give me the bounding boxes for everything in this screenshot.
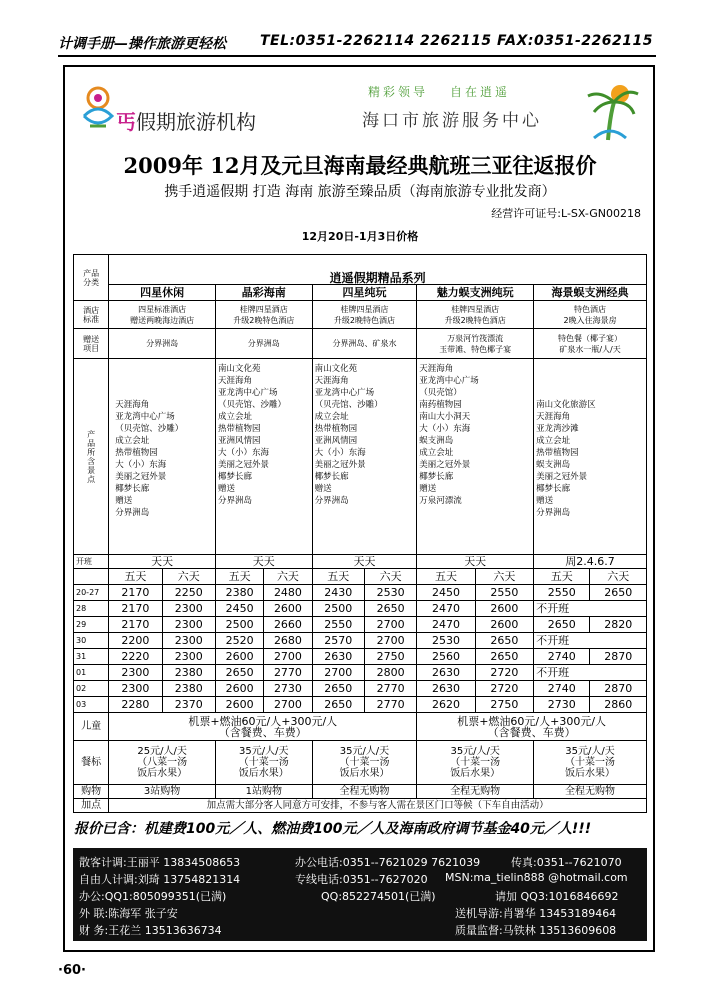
slogan <box>368 83 532 100</box>
schedule-cell: 天天 <box>109 555 216 569</box>
scenic-spot: 成立会址 <box>217 412 252 422</box>
price-cell: 不开班 <box>534 633 647 649</box>
price-cell: 2630 <box>417 681 475 697</box>
price-cell: 2700 <box>364 633 416 649</box>
price-cell: 2700 <box>264 697 312 713</box>
shop-cell: 全程无购物 <box>417 785 534 799</box>
contact-line: 办公:QQ1:805099351(已满) <box>79 890 227 903</box>
scenic-spot: 分界洲岛 <box>217 496 252 506</box>
price-row <box>74 697 647 713</box>
price-cell: 不开班 <box>534 665 647 681</box>
price-cell: 2770 <box>364 681 416 697</box>
price-cell: 2650 <box>312 681 364 697</box>
header-contact: TEL:0351-2262114 2262115 FAX:0351-2262115 <box>260 33 653 49</box>
price-date: 31 <box>74 649 109 665</box>
scenic-spot: （贝壳馆、沙雕） <box>314 400 383 410</box>
page-title: 2009年 12月及元旦海南最经典航班三亚往返报价 <box>123 153 597 178</box>
page-subtitle: 携手逍遥假期 打造 海南 旅游至臻品质（海南旅游专业批发商） <box>164 184 556 200</box>
price-cell: 2380 <box>215 585 263 601</box>
extra-label: 加点 <box>74 799 109 813</box>
price-cell: 2480 <box>264 585 312 601</box>
gift-cell: 万泉河竹筏漂流 玉带滩、特色椰子宴 <box>417 329 534 359</box>
price-cell: 2550 <box>475 585 533 601</box>
contact-line: 专线电话:0351--7627020 <box>295 873 428 886</box>
hotel-cell: 桂牌四星酒店 升级2晚特色酒店 <box>417 301 534 329</box>
price-cell: 2600 <box>475 601 533 617</box>
price-cell: 2870 <box>590 649 647 665</box>
price-cell: 2250 <box>162 585 215 601</box>
scenic-spot: 南药植物园 <box>419 400 462 410</box>
scenic-spot: 亚龙湾中心广场 <box>217 388 278 398</box>
header-rule <box>58 55 656 57</box>
scenic-spot: 热带植物园 <box>115 447 158 458</box>
slogan-b: 自在逍遥 <box>450 85 511 99</box>
shop-cell: 1站购物 <box>215 785 312 799</box>
shop-label: 购物 <box>74 785 109 799</box>
price-cell: 2720 <box>475 665 533 681</box>
price-col-header: 五天 <box>534 569 590 585</box>
header-left: 计调手册—操作旅游更轻松 <box>58 36 226 52</box>
price-cell: 2700 <box>364 617 416 633</box>
hotel-label: 酒店 标准 <box>74 301 109 329</box>
price-row <box>74 649 647 665</box>
price-col-header: 五天 <box>215 569 263 585</box>
meal-cell: 35元/人/天 （十菜一汤 饭后水果） <box>215 741 312 785</box>
shop-cell: 全程无购物 <box>312 785 417 799</box>
price-cell: 2650 <box>534 617 590 633</box>
price-cell: 2650 <box>215 665 263 681</box>
scenic-spot: 亚龙湾中心广场 <box>314 388 375 398</box>
price-cell: 2520 <box>215 633 263 649</box>
scenic-spot: 亚龙湾中心广场 <box>115 411 175 422</box>
price-date: 28 <box>74 601 109 617</box>
scenic-spot: 美丽之冠外景 <box>419 460 471 470</box>
price-cell: 2740 <box>534 649 590 665</box>
meal-cell: 35元/人/天 （十菜一汤 饭后水果） <box>534 741 647 785</box>
price-col-header: 六天 <box>475 569 533 585</box>
scenic-spot: 天涯海角 <box>115 399 150 410</box>
spots-cell <box>215 359 312 555</box>
contact-line: MSN:ma_tielin888 @hotmail.com <box>445 871 628 884</box>
price-date: 01 <box>74 665 109 681</box>
scenic-spot: 蜈支洲岛 <box>419 436 454 446</box>
price-cell: 2560 <box>417 649 475 665</box>
price-cell: 2300 <box>109 665 162 681</box>
price-cell: 2570 <box>312 633 364 649</box>
price-rows <box>74 585 647 713</box>
scenic-spot: 南山文化旅游区 <box>536 399 596 410</box>
scenic-spot: 成立会址 <box>419 448 454 458</box>
price-cell: 2220 <box>109 649 162 665</box>
scenic-spot: 亚龙湾中心广场 <box>419 376 479 386</box>
price-cell: 2750 <box>475 697 533 713</box>
scenic-spot: 大（小）东海 <box>314 448 366 458</box>
price-cell: 2800 <box>364 665 416 681</box>
price-cell: 2170 <box>109 601 162 617</box>
price-cell: 2650 <box>475 649 533 665</box>
price-cell: 2200 <box>109 633 162 649</box>
contact-line: 质量监督:马铁林 13513609608 <box>455 924 617 937</box>
price-cell: 2820 <box>590 617 647 633</box>
corner-text: 产品 分类 <box>83 268 100 287</box>
price-cell: 2650 <box>475 633 533 649</box>
price-col-header: 五天 <box>109 569 162 585</box>
palm-tree-icon <box>580 80 640 142</box>
price-cell: 2740 <box>534 681 590 697</box>
scenic-spot: 南山大小洞天 <box>419 412 471 422</box>
price-row <box>74 601 647 617</box>
price-date: 02 <box>74 681 109 697</box>
spots-cell <box>417 359 534 555</box>
price-cell: 2600 <box>475 617 533 633</box>
agency-name-main: 假期旅游机构 <box>136 110 256 134</box>
hotel-cell: 桂牌四星酒店 升级2晚特色酒店 <box>312 301 417 329</box>
price-cell: 2700 <box>264 649 312 665</box>
price-date: 29 <box>74 617 109 633</box>
price-cell: 2650 <box>364 601 416 617</box>
scenic-spot: 美丽之冠外景 <box>115 471 167 482</box>
price-cell: 2430 <box>312 585 364 601</box>
scenic-spot: 美丽之冠外景 <box>314 460 366 470</box>
price-cell: 2300 <box>162 633 215 649</box>
price-cell: 2620 <box>417 697 475 713</box>
price-cell: 2720 <box>475 681 533 697</box>
date-range: 12月20日-1月3日价格 <box>301 230 419 243</box>
scenic-spot: 天涯海角 <box>314 376 349 386</box>
scenic-spot: 大（小）东海 <box>217 448 269 458</box>
scenic-spot: 椰梦长廊 <box>536 483 571 494</box>
scenic-spot: 分界洲岛 <box>536 507 571 518</box>
gift-label: 赠送 项目 <box>74 329 109 359</box>
scenic-spot: 赠送 <box>419 484 437 494</box>
scenic-spot: 成立会址 <box>115 435 150 446</box>
price-cell: 2300 <box>162 617 215 633</box>
price-cell: 2600 <box>215 649 263 665</box>
scenic-spot: 椰梦长廊 <box>314 472 349 482</box>
child-price-b: 机票+燃油60元/人+300元/人 （含餐费、车费） <box>417 713 647 741</box>
scenic-spot: 南山文化苑 <box>217 364 261 374</box>
scenic-spot: 赠送 <box>536 495 554 506</box>
scenic-spot: 天涯海角 <box>419 364 454 374</box>
price-date: 20-27 <box>74 585 109 601</box>
scenic-spot: 亚洲风情园 <box>314 436 358 446</box>
price-col-header: 六天 <box>162 569 215 585</box>
price-cell: 2450 <box>417 585 475 601</box>
meal-cell: 25元/人/天 （八菜一汤 饭后水果） <box>109 741 216 785</box>
schedule-cell: 天天 <box>417 555 534 569</box>
price-cell: 2700 <box>312 665 364 681</box>
contact-line: 财 务:王花兰 13513636734 <box>79 924 222 937</box>
price-cell: 2300 <box>162 601 215 617</box>
scenic-spot: 赠送 <box>217 484 235 494</box>
blank-cell <box>74 569 109 585</box>
corner-label <box>74 255 109 301</box>
price-cell: 2860 <box>590 697 647 713</box>
price-row <box>74 585 647 601</box>
scenic-spot: 天涯海角 <box>536 411 571 422</box>
price-cell: 2170 <box>109 617 162 633</box>
scenic-spot: 亚洲风情园 <box>217 436 261 446</box>
scenic-spot: （贝壳馆） <box>419 388 462 398</box>
schedule-cell: 天天 <box>215 555 312 569</box>
price-cell: 2550 <box>534 585 590 601</box>
scenic-spot: 椰梦长廊 <box>217 472 252 482</box>
system-title: 逍遥假期精品系列 <box>109 255 647 285</box>
scenic-spot: 热带植物园 <box>536 447 579 458</box>
price-cell: 2650 <box>590 585 647 601</box>
price-column-header-row <box>74 569 647 585</box>
contact-line: 传真:0351--7621070 <box>511 856 622 869</box>
price-cell: 2470 <box>417 617 475 633</box>
price-cell: 2650 <box>312 697 364 713</box>
page-number: ·60· <box>58 963 86 978</box>
agency-name-prefix: 丐 <box>116 110 136 134</box>
contact-panel <box>73 848 647 941</box>
scenic-spot: 万泉河漂流 <box>419 496 462 506</box>
spots-label: 产 品 所 含 景 点 <box>74 359 109 555</box>
product-header-3: 四星纯玩 <box>312 285 417 301</box>
scenic-spot: 热带植物园 <box>217 424 261 434</box>
price-col-header: 五天 <box>312 569 364 585</box>
gift-cell: 分界洲岛 <box>215 329 312 359</box>
extra-cell: 加点需大部分客人同意方可安排，不参与客人需在景区门口等候（下车自由活动） <box>109 799 647 813</box>
contact-line: 外 联:陈海军 张子安 <box>79 907 178 920</box>
hotel-cell: 四星标准酒店 赠送两晚海边酒店 <box>109 301 216 329</box>
price-cell: 2770 <box>264 665 312 681</box>
schedule-label: 开班 <box>74 555 109 569</box>
price-cell: 2380 <box>162 665 215 681</box>
meal-cell: 35元/人/天 （十菜一汤 饭后水果） <box>312 741 417 785</box>
price-col-header: 六天 <box>590 569 647 585</box>
hotel-cell: 桂牌四星酒店 升级2晚特色酒店 <box>215 301 312 329</box>
shop-cell: 3站购物 <box>109 785 216 799</box>
spots-cell <box>312 359 417 555</box>
price-included-notice: 报价已含：机建费100元／人、燃油费100元／人及海南政府调节基金40元／人!!! <box>74 821 592 837</box>
contact-line: QQ:852274501(已满) <box>321 890 436 903</box>
price-date: 03 <box>74 697 109 713</box>
service-center-name: 海口市旅游服务中心 <box>362 111 542 131</box>
price-cell: 2600 <box>215 681 263 697</box>
price-cell: 2550 <box>312 617 364 633</box>
scenic-spot: 大（小）东海 <box>115 459 167 470</box>
product-header-4: 魅力蜈支洲纯玩 <box>417 285 534 301</box>
scenic-spot: 亚龙湾沙滩 <box>536 423 579 434</box>
price-cell: 2600 <box>215 697 263 713</box>
product-header-5: 海景蜈支洲经典 <box>534 285 647 301</box>
price-cell: 2170 <box>109 585 162 601</box>
meal-cell: 35元/人/天 （十菜一汤 饭后水果） <box>417 741 534 785</box>
page-header <box>58 33 658 55</box>
price-cell: 2770 <box>364 697 416 713</box>
service-center-logo <box>340 80 640 140</box>
price-cell: 2750 <box>364 649 416 665</box>
price-cell: 2450 <box>215 601 263 617</box>
gift-cell: 分界洲岛 <box>109 329 216 359</box>
contact-line: 请加 QQ3:1016846692 <box>495 890 619 903</box>
schedule-cell: 天天 <box>312 555 417 569</box>
schedule-cell: 周2.4.6.7 <box>534 555 647 569</box>
price-date: 30 <box>74 633 109 649</box>
license-number: 经营许可证号:L-SX-GN00218 <box>491 207 641 220</box>
price-cell: 2280 <box>109 697 162 713</box>
scenic-spot: 美丽之冠外景 <box>536 471 588 482</box>
scenic-spot: 天涯海角 <box>217 376 252 386</box>
scenic-spot: （贝壳馆、沙雕） <box>115 423 184 434</box>
contact-line: 办公电话:0351--7621029 7621039 <box>295 856 481 869</box>
scenic-spot: 蜈支洲岛 <box>536 459 571 470</box>
scenic-spot: 成立会址 <box>536 435 571 446</box>
scenic-spot: 椰梦长廊 <box>115 483 150 494</box>
price-cell: 2630 <box>312 649 364 665</box>
child-price-a: 机票+燃油60元/人+300元/人 （含餐费、车费） <box>109 713 417 741</box>
price-col-header: 五天 <box>417 569 475 585</box>
spots-cell <box>534 359 647 555</box>
scenic-spot: 赠送 <box>314 484 332 494</box>
scenic-spot: 椰梦长廊 <box>419 472 454 482</box>
shop-cell: 全程无购物 <box>534 785 647 799</box>
price-cell: 2470 <box>417 601 475 617</box>
contact-line: 送机导游:肖署华 13453189464 <box>455 907 617 920</box>
price-cell: 2680 <box>264 633 312 649</box>
price-col-header: 六天 <box>264 569 312 585</box>
price-cell: 2530 <box>417 633 475 649</box>
scenic-spot: 分界洲岛 <box>115 507 150 518</box>
price-row <box>74 665 647 681</box>
price-row <box>74 681 647 697</box>
scenic-spot: 大（小）东海 <box>419 424 471 434</box>
price-cell: 2500 <box>312 601 364 617</box>
price-cell: 2730 <box>264 681 312 697</box>
scenic-spot: 分界洲岛 <box>314 496 349 506</box>
price-cell: 2500 <box>215 617 263 633</box>
product-header-2: 晶彩海南 <box>215 285 312 301</box>
scenic-spot: 赠送 <box>115 495 133 506</box>
hotel-cell: 特色酒店 2晚入住海景房 <box>534 301 647 329</box>
scenic-spot: 美丽之冠外景 <box>217 460 269 470</box>
contact-line: 自由人计调:刘琦 13754821314 <box>79 873 241 886</box>
price-cell: 2870 <box>590 681 647 697</box>
slogan-a: 精彩领导 <box>368 85 429 99</box>
price-cell: 2370 <box>162 697 215 713</box>
price-row <box>74 633 647 649</box>
product-header-1: 四星休闲 <box>109 285 216 301</box>
child-label: 儿童 <box>74 713 109 741</box>
price-cell: 2600 <box>264 601 312 617</box>
price-table <box>73 254 647 813</box>
price-cell: 2660 <box>264 617 312 633</box>
scenic-spot: （贝壳馆、沙雕） <box>217 400 286 410</box>
spots-cell <box>109 359 216 555</box>
scenic-spot: 南山文化苑 <box>314 364 358 374</box>
price-cell: 2730 <box>534 697 590 713</box>
price-col-header: 六天 <box>364 569 416 585</box>
contact-line: 散客计调:王丽平 13834508653 <box>79 856 241 869</box>
price-cell: 不开班 <box>534 601 647 617</box>
scenic-spot: 热带植物园 <box>314 424 358 434</box>
price-cell: 2300 <box>162 649 215 665</box>
price-cell: 2380 <box>162 681 215 697</box>
swirl-logo-icon <box>80 82 116 134</box>
agency-logo <box>80 82 280 142</box>
scenic-spot: 成立会址 <box>314 412 349 422</box>
meal-label: 餐标 <box>74 741 109 785</box>
gift-cell: 分界洲岛、矿泉水 <box>312 329 417 359</box>
agency-name <box>116 106 256 135</box>
gift-cell: 特色餐（椰子宴） 矿泉水一瓶/人/天 <box>534 329 647 359</box>
price-cell: 2300 <box>109 681 162 697</box>
price-cell: 2530 <box>364 585 416 601</box>
price-cell: 2630 <box>417 665 475 681</box>
price-row <box>74 617 647 633</box>
